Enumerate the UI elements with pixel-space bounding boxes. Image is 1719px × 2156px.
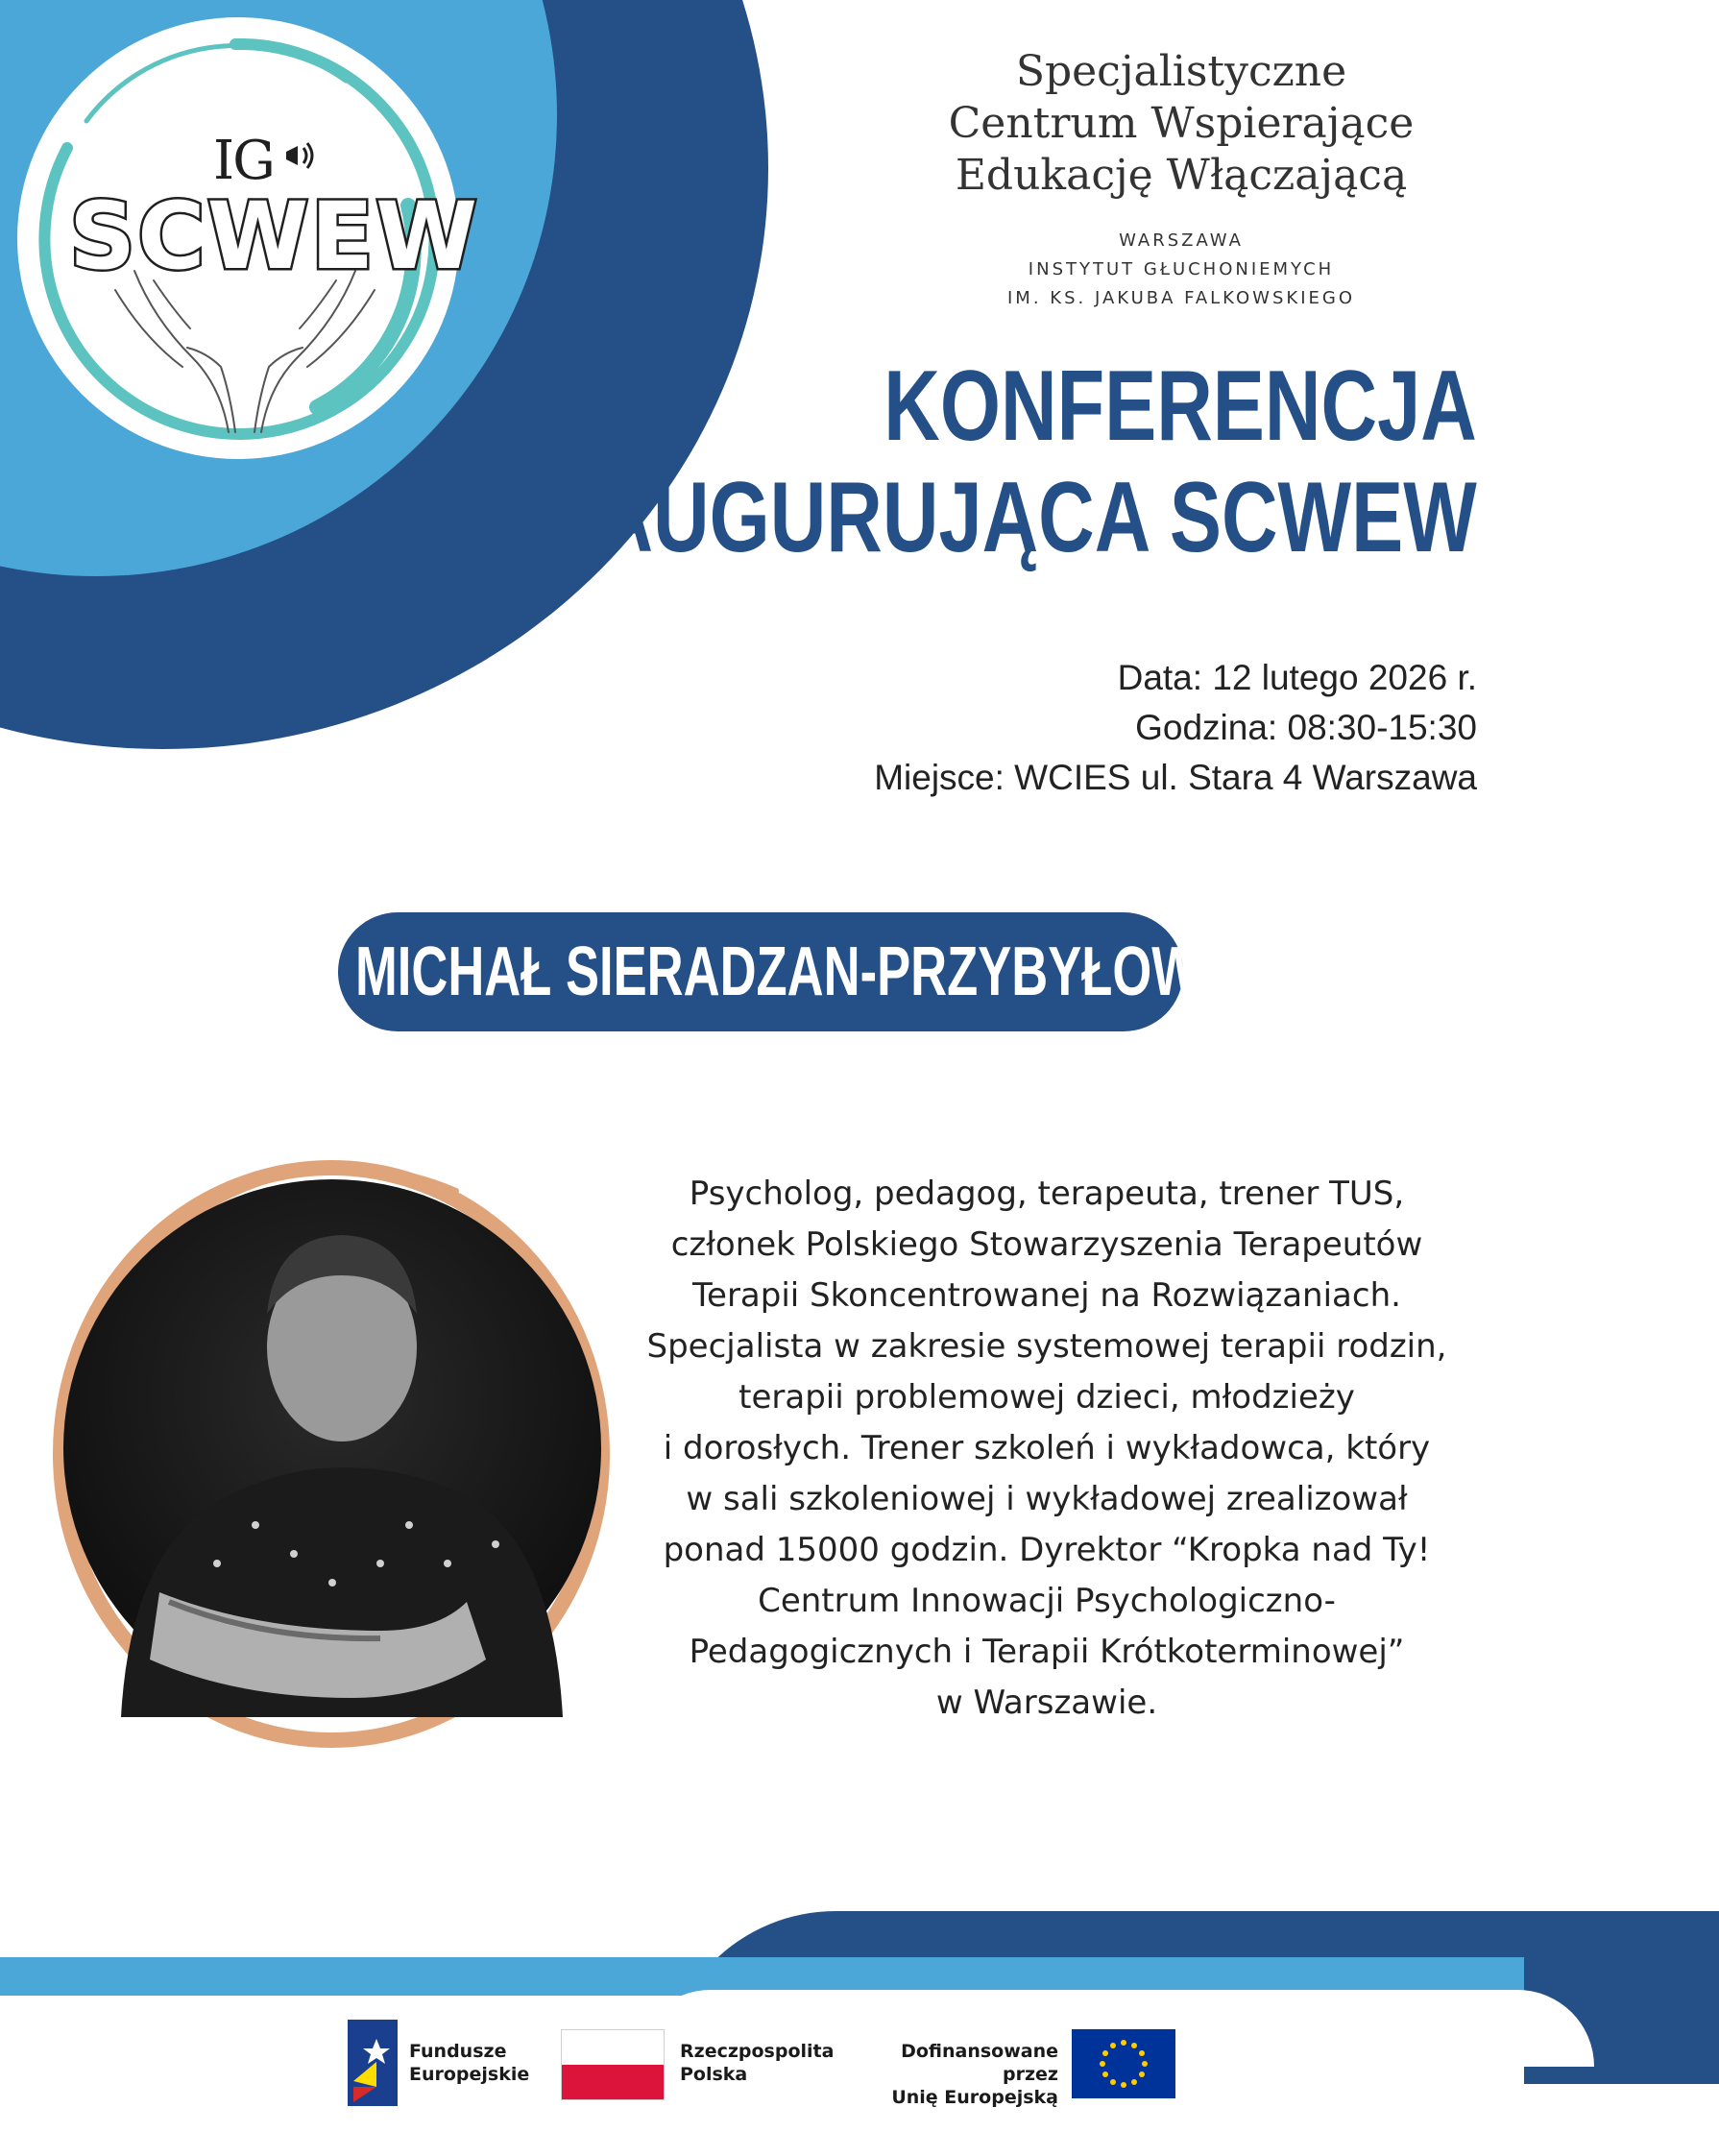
organization-subtitle-line: INSTYTUT GŁUCHONIEMYCH (1028, 259, 1335, 279)
event-details (874, 653, 1477, 803)
bio-line: Pedagogicznych i Terapii Krótkoterminowej” (689, 1633, 1405, 1671)
ue-label-line: Dofinansowane przez (901, 2041, 1058, 2085)
event-place: Miejsce: WCIES ul. Stara 4 Warszawa (874, 758, 1477, 797)
hands-icon (115, 252, 375, 434)
event-time: Godzina: 08:30-15:30 (1135, 708, 1477, 747)
megaphone-icon (280, 136, 319, 175)
bio-line: w sali szkoleniowej i wykładowej zrealizował (686, 1480, 1408, 1518)
bio-line: członek Polskiego Stowarzyszenia Terapeutów (670, 1225, 1423, 1264)
bio-line: Psycholog, pedagog, terapeuta, trener TUS, (689, 1175, 1405, 1213)
organization-name (869, 46, 1493, 202)
organization-name-line: Edukację Włączającą (955, 151, 1408, 200)
bio-line: Specjalista w zakresie systemowej terapii rodzin, (646, 1327, 1447, 1366)
organization-subtitle-line: IM. KS. JAKUBA FALKOWSKIEGO (1007, 288, 1355, 308)
speaker-name-badge (338, 912, 1281, 1031)
bio-line: ponad 15000 godzin. Dyrektor “Kropka nad Ty! (663, 1531, 1431, 1569)
logo-scwew-text: SCWEW (69, 182, 479, 290)
logo-ig-mark: IG (213, 130, 274, 192)
rzeczpospolita-polska-label (680, 2040, 834, 2086)
bio-line: Terapii Skoncentrowanej na Rozwiązaniach. (692, 1276, 1401, 1315)
conference-title-line: INAUGURUJĄCA SCWEW (519, 462, 1477, 573)
speaker-photo (63, 1179, 601, 1717)
organization-name-line: Centrum Wspierające (948, 99, 1415, 148)
rp-label-line: Rzeczpospolita (680, 2041, 835, 2062)
bio-line: Centrum Innowacji Psychologiczno- (758, 1582, 1336, 1620)
organization-subtitle (869, 227, 1493, 313)
bio-line: w Warszawie. (935, 1684, 1158, 1722)
rp-label-line: Polska (680, 2064, 748, 2085)
speaker-portrait-icon (63, 1179, 601, 1717)
event-date: Data: 12 lutego 2026 r. (1117, 658, 1477, 697)
fe-label-line: Fundusze (409, 2041, 507, 2062)
eu-flag-icon (1072, 2029, 1175, 2098)
fundusze-europejskie-icon (348, 2020, 398, 2106)
fe-label-line: Europejskie (409, 2064, 530, 2085)
speaker-name: MICHAŁ SIERADZAN-PRZYBYŁOWICZ (355, 933, 1281, 1010)
ue-label-line: Unię Europejską (891, 2087, 1058, 2108)
polish-flag-icon (561, 2029, 665, 2100)
fundusze-europejskie-label (409, 2040, 529, 2086)
bio-line: i dorosłych. Trener szkoleń i wykładowca, który (663, 1429, 1431, 1467)
bio-line: terapii problemowej dzieci, młodzieży (738, 1378, 1355, 1417)
speaker-bio (615, 1169, 1479, 1729)
organization-name-line: Specjalistyczne (1015, 47, 1347, 96)
conference-title (520, 351, 1477, 573)
organization-subtitle-line: WARSZAWA (1119, 230, 1244, 251)
dofinansowane-label (860, 2040, 1058, 2109)
eu-stars-icon (1072, 2029, 1175, 2098)
conference-title-line: KONFERENCJA (884, 351, 1477, 462)
